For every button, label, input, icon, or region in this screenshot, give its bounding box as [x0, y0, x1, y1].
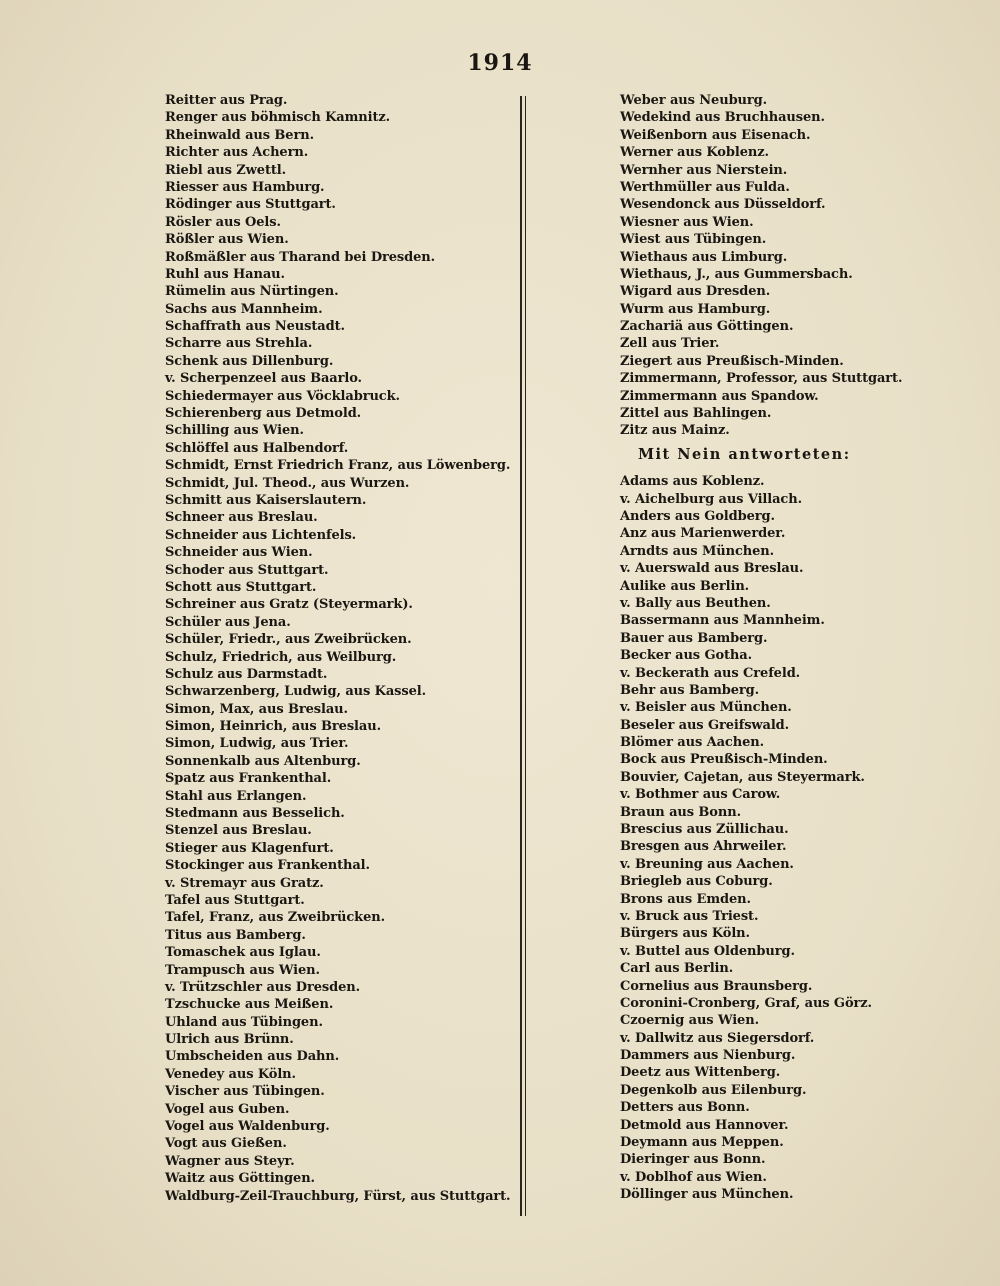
- list-item: Döllinger aus München.: [620, 1187, 794, 1203]
- list-item: Beseler aus Greifswald.: [620, 717, 790, 733]
- list-item: Vogel aus Waldenburg.: [165, 1119, 330, 1135]
- list-item: Titus aus Bamberg.: [165, 927, 306, 943]
- list-item: v. Bothmer aus Carow.: [620, 787, 781, 803]
- list-item: Zell aus Trier.: [620, 336, 720, 352]
- list-item: Detmold aus Hannover.: [620, 1117, 789, 1133]
- list-item: Schüler, Friedr., aus Zweibrücken.: [165, 632, 412, 648]
- list-item: Adams aus Koblenz.: [620, 474, 765, 490]
- list-item: Wiethaus aus Limburg.: [620, 249, 788, 265]
- list-item: Anz aus Marienwerder.: [620, 526, 786, 542]
- list-item: Schreiner aus Gratz (Steyermark).: [165, 597, 413, 613]
- list-item: v. Auerswald aus Breslau.: [620, 561, 804, 577]
- list-item: Tomaschek aus Iglau.: [165, 945, 321, 961]
- page-number: 1914: [467, 50, 533, 76]
- list-item: Stenzel aus Breslau.: [165, 823, 312, 839]
- list-item: v. Scherpenzeel aus Baarlo.: [165, 371, 362, 387]
- left-column: [165, 92, 517, 1205]
- list-item: Bürgers aus Köln.: [620, 926, 750, 942]
- list-item: Schmitt aus Kaiserslautern.: [165, 492, 367, 508]
- list-item: Degenkolb aus Eilenburg.: [620, 1082, 807, 1098]
- list-item: Rheinwald aus Bern.: [165, 127, 314, 143]
- list-item: Bassermann aus Mannheim.: [620, 613, 825, 629]
- list-item: Wedekind aus Bruchhausen.: [620, 110, 825, 126]
- list-item: Ulrich aus Brünn.: [165, 1032, 294, 1048]
- list-item: Brescius aus Züllichau.: [620, 822, 789, 838]
- list-item: Wigard aus Dresden.: [620, 284, 771, 300]
- list-item: Dammers aus Nienburg.: [620, 1048, 796, 1064]
- list-item: Umbscheiden aus Dahn.: [165, 1049, 340, 1065]
- list-item: Simon, Heinrich, aus Breslau.: [165, 719, 381, 735]
- list-item: Uhland aus Tübingen.: [165, 1014, 323, 1030]
- list-item: Dieringer aus Bonn.: [620, 1152, 766, 1168]
- list-item: v. Aichelburg aus Villach.: [620, 491, 803, 507]
- list-item: Werthmüller aus Fulda.: [620, 179, 790, 195]
- list-item: Braun aus Bonn.: [620, 804, 741, 820]
- list-item: Riesser aus Hamburg.: [165, 179, 325, 195]
- list-item: v. Breuning aus Aachen.: [620, 856, 794, 872]
- list-item: Trampusch aus Wien.: [165, 962, 320, 978]
- list-item: Waldburg-Zeil-Trauchburg, Fürst, aus Stuttgart.: [165, 1188, 511, 1204]
- list-item: Spatz aus Frankenthal.: [165, 771, 332, 787]
- list-item: Simon, Ludwig, aus Trier.: [165, 736, 349, 752]
- list-item: Sonnenkalb aus Altenburg.: [165, 753, 361, 769]
- list-item: Zimmermann aus Spandow.: [620, 388, 819, 404]
- list-item: Czoernig aus Wien.: [620, 1013, 760, 1029]
- list-item: Wiest aus Tübingen.: [620, 232, 767, 248]
- section-heading: Mit Nein antworteten:: [638, 445, 851, 463]
- list-item: Stieger aus Klagenfurt.: [165, 840, 334, 856]
- list-item: v. Buttel aus Oldenburg.: [620, 943, 795, 959]
- list-item: Schulz aus Darmstadt.: [165, 666, 328, 682]
- list-item: Waitz aus Göttingen.: [165, 1171, 315, 1187]
- list-item: Deymann aus Meppen.: [620, 1135, 784, 1151]
- list-item: Ruhl aus Hanau.: [165, 266, 285, 282]
- list-item: Wurm aus Hamburg.: [620, 301, 771, 317]
- list-item: Schneider aus Lichtenfels.: [165, 527, 357, 543]
- list-item: v. Trützschler aus Dresden.: [165, 979, 361, 995]
- list-item: Brons aus Emden.: [620, 891, 751, 907]
- list-item: v. Dallwitz aus Siegersdorf.: [620, 1030, 815, 1046]
- list-item: Schlöffel aus Halbendorf.: [165, 440, 349, 456]
- list-item: Wagner aus Steyr.: [165, 1153, 295, 1169]
- list-item: Sachs aus Mannheim.: [165, 301, 323, 317]
- list-item: Renger aus böhmisch Kamnitz.: [165, 110, 391, 126]
- list-item: Bresgen aus Ahrweiler.: [620, 839, 787, 855]
- list-item: Schulz, Friedrich, aus Weilburg.: [165, 649, 397, 665]
- list-item: Weber aus Neuburg.: [620, 93, 768, 108]
- list-item: Venedey aus Köln.: [165, 1066, 296, 1082]
- list-item: Zitz aus Mainz.: [620, 423, 730, 439]
- list-item: Rößler aus Wien.: [165, 232, 289, 248]
- list-item: Carl aus Berlin.: [620, 961, 734, 977]
- list-item: Becker aus Gotha.: [620, 648, 753, 664]
- right-column: [620, 92, 920, 1204]
- list-item: Schwarzenberg, Ludwig, aus Kassel.: [165, 684, 427, 700]
- list-item: Scharre aus Strehla.: [165, 336, 313, 352]
- list-item: Anders aus Goldberg.: [620, 508, 775, 524]
- list-item: Bouvier, Cajetan, aus Steyermark.: [620, 769, 865, 785]
- list-item: Behr aus Bamberg.: [620, 682, 760, 698]
- list-item: Ziegert aus Preußisch-Minden.: [620, 353, 844, 369]
- list-item: v. Bruck aus Triest.: [620, 908, 759, 924]
- list-item: Bauer aus Bamberg.: [620, 630, 768, 646]
- list-item: Rösler aus Oels.: [165, 214, 281, 230]
- list-item: Zittel aus Bahlingen.: [620, 406, 772, 422]
- list-item: Schott aus Stuttgart.: [165, 579, 317, 595]
- list-item: Tzschucke aus Meißen.: [165, 997, 334, 1013]
- list-item: Schüler aus Jena.: [165, 614, 291, 630]
- list-item: Simon, Max, aus Breslau.: [165, 701, 348, 717]
- list-item: Bock aus Preußisch-Minden.: [620, 752, 828, 768]
- list-item: Coronini-Cronberg, Graf, aus Görz.: [620, 995, 872, 1011]
- list-item: Rödinger aus Stuttgart.: [165, 197, 336, 213]
- list-item: Blömer aus Aachen.: [620, 735, 765, 751]
- list-item: Zachariä aus Göttingen.: [620, 319, 794, 335]
- list-item: Aulike aus Berlin.: [620, 578, 750, 594]
- list-item: Werner aus Koblenz.: [620, 145, 769, 161]
- list-item: Schoder aus Stuttgart.: [165, 562, 329, 578]
- list-item: v. Beckerath aus Crefeld.: [620, 665, 801, 681]
- list-item: Wesendonck aus Düsseldorf.: [620, 197, 826, 213]
- list-item: Stahl aus Erlangen.: [165, 788, 307, 804]
- list-item: Vogt aus Gießen.: [165, 1136, 287, 1152]
- list-item: Schilling aus Wien.: [165, 423, 304, 439]
- column-divider: [520, 96, 526, 1216]
- list-item: v. Beisler aus München.: [620, 700, 792, 716]
- list-item: Rümelin aus Nürtingen.: [165, 284, 339, 300]
- list-item: Schenk aus Dillenburg.: [165, 353, 334, 369]
- list-item: Detters aus Bonn.: [620, 1100, 750, 1116]
- list-item: Schmidt, Ernst Friedrich Franz, aus Löwenberg.: [165, 458, 511, 474]
- list-item: Deetz aus Wittenberg.: [620, 1065, 781, 1081]
- list-item: Briegleb aus Coburg.: [620, 874, 773, 890]
- list-item: Schierenberg aus Detmold.: [165, 406, 362, 422]
- list-item: Riebl aus Zwettl.: [165, 162, 287, 178]
- list-item: Stockinger aus Frankenthal.: [165, 858, 370, 874]
- list-item: Schaffrath aus Neustadt.: [165, 319, 345, 335]
- list-item: Richter aus Achern.: [165, 145, 309, 161]
- list-item: Cornelius aus Braunsberg.: [620, 978, 813, 994]
- list-item: Zimmermann, Professor, aus Stuttgart.: [620, 371, 903, 387]
- list-item: Tafel, Franz, aus Zweibrücken.: [165, 910, 386, 926]
- list-item: Reitter aus Prag.: [165, 93, 288, 108]
- list-item: Roßmäßler aus Tharand bei Dresden.: [165, 249, 436, 265]
- list-item: Schiedermayer aus Vöcklabruck.: [165, 388, 400, 404]
- list-item: Vischer aus Tübingen.: [165, 1084, 325, 1100]
- list-item: Tafel aus Stuttgart.: [165, 892, 305, 908]
- list-item: Vogel aus Guben.: [165, 1101, 290, 1117]
- list-item: Weißenborn aus Eisenach.: [620, 127, 811, 143]
- list-item: v. Bally aus Beuthen.: [620, 595, 771, 611]
- list-item: Arndts aus München.: [620, 543, 775, 559]
- list-item: Schmidt, Jul. Theod., aus Wurzen.: [165, 475, 410, 491]
- list-item: Wiesner aus Wien.: [620, 214, 754, 230]
- list-item: Schneer aus Breslau.: [165, 510, 318, 526]
- list-item: v. Doblhof aus Wien.: [620, 1169, 767, 1185]
- list-item: Wernher aus Nierstein.: [620, 162, 788, 178]
- list-item: Schneider aus Wien.: [165, 545, 313, 561]
- list-item: v. Stremayr aus Gratz.: [165, 875, 324, 891]
- list-item: Stedmann aus Besselich.: [165, 806, 345, 822]
- list-item: Wiethaus, J., aus Gummersbach.: [620, 266, 853, 282]
